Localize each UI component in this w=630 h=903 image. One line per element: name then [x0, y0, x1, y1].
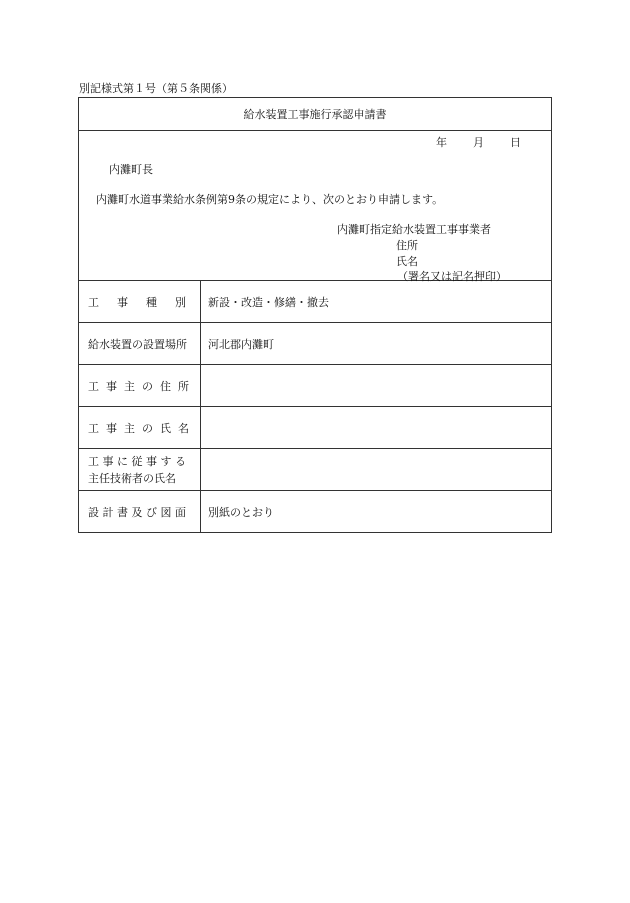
form-header-block: [79, 131, 551, 281]
applicant-organization: 内灘町指定給水装置工事事業者: [337, 223, 491, 236]
application-form: [78, 97, 552, 533]
form-title-row: [79, 98, 551, 131]
form-reference: 別記様式第１号（第５条関係）: [79, 82, 233, 95]
signature-note: （署名又は記名押印）: [397, 270, 507, 283]
row-installation-location: [79, 323, 551, 365]
row-value: 新設・改造・修繕・撤去: [208, 295, 329, 309]
row-value: [201, 365, 551, 406]
date-year: 年: [436, 136, 447, 149]
applicant-address-label: 住所: [396, 239, 418, 252]
row-value: 別紙のとおり: [208, 506, 274, 519]
row-owner-address: [79, 365, 551, 407]
request-statement: 内灘町水道事業給水条例第9条の規定により、次のとおり申請します。: [96, 193, 444, 206]
date-month: 月: [473, 136, 484, 149]
row-construction-type: [79, 281, 551, 323]
row-label: [79, 449, 201, 490]
row-value: [201, 449, 551, 490]
row-label: 工事主の氏名: [79, 407, 201, 448]
row-owner-name: [79, 407, 551, 449]
row-label: 工事主の住所: [79, 365, 201, 406]
date-line: [436, 134, 521, 150]
row-label: 給水装置の設置場所: [79, 323, 201, 364]
row-label: 設計書及び図面: [79, 491, 201, 533]
row-label: 工事種別: [79, 281, 201, 322]
addressee: 内灘町長: [109, 163, 153, 176]
row-chief-engineer: [79, 449, 551, 491]
form-title: 給水装置工事施行承認申請書: [243, 108, 387, 121]
applicant-name-label: 氏名: [396, 255, 418, 268]
date-day: 日: [510, 136, 521, 149]
row-label-line2: 主任技術者の氏名: [88, 471, 176, 485]
row-value: 河北郡内灘町: [208, 337, 274, 351]
row-design-documents: [79, 491, 551, 533]
row-label-line1: 工事に従事する: [88, 454, 190, 468]
row-value: [201, 407, 551, 448]
